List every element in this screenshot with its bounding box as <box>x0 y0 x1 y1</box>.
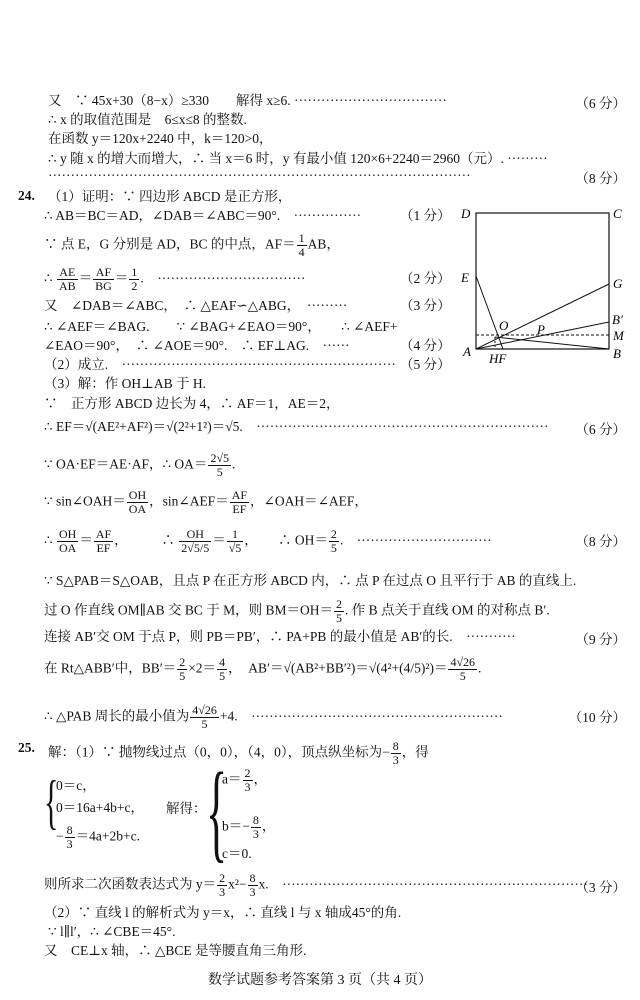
text-line: ∵ OA·EF＝AE·AF，∴ OA＝ $\frac{2√5}{5}$ . <box>44 451 236 479</box>
svg-text:D: D <box>461 206 471 221</box>
text-line: 解得： <box>166 801 207 816</box>
text-line: 则所求二次函数表达式为 y＝ $\frac{2}{3}$ x²− $\frac{8}{3}$ x. ···································································· <box>44 871 588 899</box>
fraction: $\frac{1}{4}$ <box>298 231 305 259</box>
svg-text:HF: HF <box>489 351 507 366</box>
svg-text:B′: B′ <box>612 312 623 327</box>
text-line: ∠EAO＝90°， ∴ ∠AOE＝90°. ∴ EF⊥AG. ······ <box>44 338 350 353</box>
text-line: 解：（1）∵ 抛物线过点（0，0），（4，0），顶点纵坐标为− $\frac{8}{3}$ ，得 <box>48 739 429 767</box>
text-line: （1）证明：∵ 四边形 ABCD 是正方形， <box>48 189 292 204</box>
equation: c＝0. <box>222 846 252 861</box>
score: （8 分） <box>575 171 626 186</box>
text-line: ······························································································ <box>48 168 471 183</box>
text-line: ∴ ∠AEF＝∠BAG. ∵ ∠BAG+∠EAO＝90°， ∴ ∠AEF+ <box>44 319 398 334</box>
svg-text:M: M <box>613 328 624 343</box>
text-line: ∴ EF＝√(AE²+AF²)＝√(2²+1²)＝√5. ································································· <box>44 419 549 434</box>
equation: 0＝16a+4b+c， <box>56 800 144 815</box>
page-footer: 数学试题参考答案第 3 页（共 4 页） <box>208 973 432 988</box>
text-line: 又 ∵ 45x+30（8−x）≥330 解得 x≥6. ·································· <box>48 93 447 108</box>
text-line: ∵ l∥l′，∴ ∠CBE＝45°. <box>48 924 176 939</box>
score: （10 分） <box>568 710 626 725</box>
geometry-figure <box>455 200 635 370</box>
equation: − $\frac{8}{3}$ ＝4a+2b+c. <box>56 823 140 851</box>
text-line: ∵ S△PAB＝S△OAB，且点 P 在正方形 ABCD 内，∴ 点 P 在过点 O 且平行于 AB 的直线上. <box>44 573 577 588</box>
text-line: ∴ y 随 x 的增大而增大，∴ 当 x＝6 时，y 有最小值 120×6+2240＝2960（元）. ········· <box>48 151 548 166</box>
text-line: （3）解：作 OH⊥AB 于 H. <box>44 376 206 391</box>
text-line: （2）成立. ····························································· <box>44 357 396 372</box>
text-line: 又 ∠DAB＝∠ABC， ∴ △EAF∽△ABG， ········· <box>44 298 348 313</box>
text-line: ∴ △PAB 周长的最小值为 $\frac{4√26}{5}$ +4. ························································ <box>44 703 503 731</box>
svg-text:C: C <box>613 206 622 221</box>
text-line: ∴ $\frac{AE}{AB}$ ＝ $\frac{AF}{BG}$ ＝ $\frac{1}{2}$ . ································· <box>44 265 306 293</box>
text-line: ∵ sin∠OAH＝ $\frac{OH}{OA}$ ，sin∠AEF＝ $\frac{AF}{EF}$ ，∠OAH＝∠AEF， <box>44 488 368 516</box>
equation: 0＝c， <box>56 778 96 793</box>
text-line: ∴ $\frac{OH}{OA}$ ＝ $\frac{AF}{EF}$ ， ∴ $\frac{OH}{2√5/5}$ ＝ $\frac{1}{√5}$ ， ∴ OH＝ $\frac{2}{5}$ . ······························ <box>44 527 492 555</box>
text-line: ∵ 正方形 ABCD 边长为 4，∴ AF＝1，AE＝2， <box>44 396 340 411</box>
equation: b＝− $\frac{8}{3}$ ， <box>222 813 276 841</box>
text-line: ∵ 点 E，G 分别是 AD，BC 的中点，AF＝ $\frac{1}{4}$ AB， <box>44 231 340 259</box>
text-line: 又 CE⊥x 轴，∴ △BCE 是等腰直角三角形. <box>44 943 307 958</box>
text-line: 连接 AB′交 OM 于点 P，则 PB＝PB′，∴ PA+PB 的最小值是 AB′的长. ··········· <box>44 629 516 644</box>
score: （1 分） <box>400 208 451 223</box>
text-line: 在函数 y＝120x+2240 中，k＝120>0， <box>48 131 273 146</box>
question-number: 24. <box>18 188 35 203</box>
score: （3 分） <box>400 298 451 313</box>
score: （6 分） <box>575 96 626 111</box>
score: （6 分） <box>575 422 626 437</box>
svg-text:G: G <box>613 276 623 291</box>
text-line: ∴ x 的取值范围是 6≤x≤8 的整数. <box>48 112 247 127</box>
svg-text:B: B <box>613 346 621 361</box>
text-line: ∴ AB＝BC＝AD，∠DAB＝∠ABC＝90°. ··············· <box>44 208 362 223</box>
svg-text:E: E <box>461 270 469 285</box>
score: （9 分） <box>575 632 626 647</box>
equation: a＝ $\frac{2}{3}$ ， <box>222 766 267 794</box>
brace: { <box>44 769 59 835</box>
text-line: （2）∵ 直线 l 的解析式为 y＝x，∴ 直线 l 与 x 轴成45°的角. <box>44 905 402 920</box>
text-line: 过 O 作直线 OM∥AB 交 BC 于 M，则 BM＝OH＝ $\frac{2}{5}$ . 作 B 点关于直线 OM 的对称点 B′. <box>44 597 550 625</box>
score: （4 分） <box>400 338 451 353</box>
score: （2 分） <box>400 271 451 286</box>
text-line: 在 Rt△ABB′中，BB′＝ $\frac{2}{5}$ ×2＝ $\frac{4}{5}$ ， AB′＝√(AB²+BB′²)＝√(4²+(4/5)²)＝ $\frac{4√26}{5}$ . <box>44 655 482 683</box>
score: （8 分） <box>575 534 626 549</box>
svg-text:P: P <box>537 322 545 337</box>
question-number: 25. <box>18 740 35 755</box>
brace: { <box>206 750 228 872</box>
svg-text:O: O <box>499 318 509 333</box>
score: （3 分） <box>575 880 626 895</box>
svg-text:A: A <box>463 344 471 359</box>
score: （5 分） <box>400 357 451 372</box>
